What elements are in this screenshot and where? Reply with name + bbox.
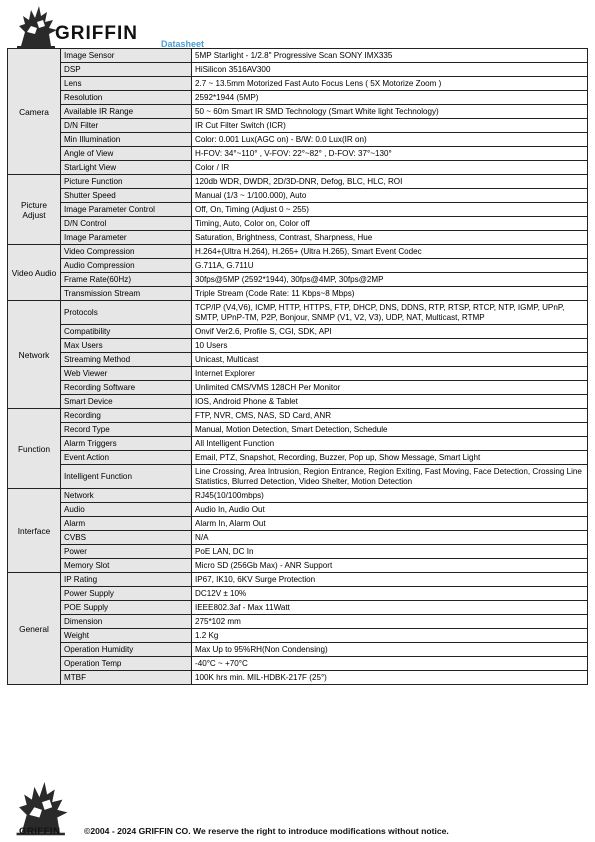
spec-row xyxy=(8,489,588,503)
spec-row xyxy=(8,573,588,587)
spec-row xyxy=(8,423,588,437)
category-label: Video Audio xyxy=(8,245,61,301)
spec-row xyxy=(8,587,588,601)
spec-label: POE Supply xyxy=(61,601,192,615)
spec-row xyxy=(8,395,588,409)
spec-label: Available IR Range xyxy=(61,105,192,119)
spec-value: 5MP Starlight - 1/2.8" Progressive Scan SONY IMX335 xyxy=(192,49,588,63)
spec-label: Recording xyxy=(61,409,192,423)
spec-row xyxy=(8,657,588,671)
spec-row xyxy=(8,559,588,573)
spec-value: 120db WDR, DWDR, 2D/3D-DNR, Defog, BLC, HLC, ROI xyxy=(192,175,588,189)
spec-value: G.711A, G.711U xyxy=(192,259,588,273)
spec-label: Image Parameter Control xyxy=(61,203,192,217)
footer-brand-name: GRIFFIN xyxy=(19,826,61,837)
spec-row xyxy=(8,133,588,147)
spec-label: Recording Software xyxy=(61,381,192,395)
category-label: Picture Adjust xyxy=(8,175,61,245)
spec-row xyxy=(8,301,588,325)
spec-row xyxy=(8,161,588,175)
spec-value: DC12V ± 10% xyxy=(192,587,588,601)
spec-label: Web Viewer xyxy=(61,367,192,381)
brand-name: GRIFFIN xyxy=(55,23,138,44)
spec-label: Frame Rate(60Hz) xyxy=(61,273,192,287)
category-label: General xyxy=(8,573,61,685)
category-label: Interface xyxy=(8,489,61,573)
spec-value: H.264+(Ultra H.264), H.265+ (Ultra H.265), Smart Event Codec xyxy=(192,245,588,259)
spec-value: IP67, IK10, 6KV Surge Protection xyxy=(192,573,588,587)
spec-row xyxy=(8,465,588,489)
spec-row xyxy=(8,531,588,545)
spec-label: Alarm xyxy=(61,517,192,531)
spec-label: Weight xyxy=(61,629,192,643)
spec-row xyxy=(8,91,588,105)
category-label: Network xyxy=(8,301,61,409)
spec-value: 50 ~ 60m Smart IR SMD Technology (Smart White light Technology) xyxy=(192,105,588,119)
spec-value: IEEE802.3af - Max 11Watt xyxy=(192,601,588,615)
spec-label: Power xyxy=(61,545,192,559)
spec-row xyxy=(8,175,588,189)
spec-value: N/A xyxy=(192,531,588,545)
spec-value: 2.7 ~ 13.5mm Motorized Fast Auto Focus Lens ( 5X Motorize Zoom ) xyxy=(192,77,588,91)
spec-row xyxy=(8,189,588,203)
category-label: Function xyxy=(8,409,61,489)
spec-label: Operation Humidity xyxy=(61,643,192,657)
spec-label: Streaming Method xyxy=(61,353,192,367)
spec-value: Onvif Ver2.6, Profile S, CGI, SDK, API xyxy=(192,325,588,339)
spec-value: PoE LAN, DC In xyxy=(192,545,588,559)
spec-row xyxy=(8,643,588,657)
spec-value: Max Up to 95%RH(Non Condensing) xyxy=(192,643,588,657)
spec-value: 30fps@5MP (2592*1944), 30fps@4MP, 30fps@2MP xyxy=(192,273,588,287)
spec-label: StarLight View xyxy=(61,161,192,175)
spec-row xyxy=(8,615,588,629)
spec-row xyxy=(8,409,588,423)
spec-value: RJ45(10/100mbps) xyxy=(192,489,588,503)
griffin-logo-icon xyxy=(15,2,59,48)
spec-label: DSP xyxy=(61,63,192,77)
spec-value: 10 Users xyxy=(192,339,588,353)
spec-label: Audio Compression xyxy=(61,259,192,273)
spec-label: D/N Filter xyxy=(61,119,192,133)
spec-label: Picture Function xyxy=(61,175,192,189)
spec-row xyxy=(8,77,588,91)
spec-label: Dimension xyxy=(61,615,192,629)
spec-label: Smart Device xyxy=(61,395,192,409)
spec-value: Email, PTZ, Snapshot, Recording, Buzzer, Pop up, Show Message, Smart Light xyxy=(192,451,588,465)
spec-value: 275*102 mm xyxy=(192,615,588,629)
spec-row xyxy=(8,601,588,615)
spec-row xyxy=(8,287,588,301)
spec-row xyxy=(8,105,588,119)
spec-label: Image Parameter xyxy=(61,231,192,245)
spec-label: MTBF xyxy=(61,671,192,685)
spec-value: H-FOV: 34°~110° , V-FOV: 22°~82° , D-FOV: 37°~130° xyxy=(192,147,588,161)
spec-value: Manual (1/3 ~ 1/100.000), Auto xyxy=(192,189,588,203)
spec-label: Alarm Triggers xyxy=(61,437,192,451)
spec-value: Audio In, Audio Out xyxy=(192,503,588,517)
spec-row xyxy=(8,63,588,77)
spec-value: Triple Stream (Code Rate: 11 Kbps~8 Mbps) xyxy=(192,287,588,301)
spec-label: Min Illumination xyxy=(61,133,192,147)
spec-label: Max Users xyxy=(61,339,192,353)
spec-row xyxy=(8,273,588,287)
spec-row xyxy=(8,203,588,217)
spec-label: D/N Control xyxy=(61,217,192,231)
spec-label: Intelligent Function xyxy=(61,465,192,489)
spec-row xyxy=(8,381,588,395)
spec-table xyxy=(7,48,588,685)
spec-row xyxy=(8,325,588,339)
spec-row xyxy=(8,671,588,685)
spec-value: HiSilicon 3516AV300 xyxy=(192,63,588,77)
spec-label: Memory Slot xyxy=(61,559,192,573)
spec-label: Network xyxy=(61,489,192,503)
spec-value: 2592*1944 (5MP) xyxy=(192,91,588,105)
spec-label: Record Type xyxy=(61,423,192,437)
copyright-notice: ©2004 - 2024 GRIFFIN CO. We reserve the right to introduce modifications without notice. xyxy=(84,826,449,836)
spec-row xyxy=(8,49,588,63)
spec-row xyxy=(8,119,588,133)
spec-label: Transmission Stream xyxy=(61,287,192,301)
spec-label: Lens xyxy=(61,77,192,91)
spec-label: IP Rating xyxy=(61,573,192,587)
spec-row xyxy=(8,339,588,353)
spec-row xyxy=(8,353,588,367)
spec-value: IR Cut Filter Switch (ICR) xyxy=(192,119,588,133)
spec-value: 100K hrs min. MIL-HDBK-217F (25°) xyxy=(192,671,588,685)
spec-row xyxy=(8,259,588,273)
spec-value: Micro SD (256Gb Max) - ANR Support xyxy=(192,559,588,573)
spec-label: Shutter Speed xyxy=(61,189,192,203)
header-logo xyxy=(15,2,215,48)
spec-row xyxy=(8,231,588,245)
spec-row xyxy=(8,147,588,161)
spec-row xyxy=(8,451,588,465)
category-label: Camera xyxy=(8,49,61,175)
spec-label: Power Supply xyxy=(61,587,192,601)
spec-value: Unlimited CMS/VMS 128CH Per Monitor xyxy=(192,381,588,395)
spec-label: Compatibility xyxy=(61,325,192,339)
spec-label: Audio xyxy=(61,503,192,517)
spec-label: Operation Temp xyxy=(61,657,192,671)
spec-value: Unicast, Multicast xyxy=(192,353,588,367)
spec-row xyxy=(8,545,588,559)
spec-value: Timing, Auto, Color on, Color off xyxy=(192,217,588,231)
spec-value: Manual, Motion Detection, Smart Detection, Schedule xyxy=(192,423,588,437)
spec-row xyxy=(8,367,588,381)
spec-row xyxy=(8,517,588,531)
spec-value: Off, On, Timing (Adjust 0 ~ 255) xyxy=(192,203,588,217)
spec-value: -40°C ~ +70°C xyxy=(192,657,588,671)
spec-value: Alarm In, Alarm Out xyxy=(192,517,588,531)
spec-value: Color: 0.001 Lux(AGC on) - B/W: 0.0 Lux(IR on) xyxy=(192,133,588,147)
spec-label: Image Sensor xyxy=(61,49,192,63)
spec-label: Angle of View xyxy=(61,147,192,161)
spec-value: Line Crossing, Area Intrusion, Region Entrance, Region Exiting, Fast Moving, Face Detection, Crossing Line Statistics, Blurred Detection, Video Shelter, Motion Detection xyxy=(192,465,588,489)
spec-label: CVBS xyxy=(61,531,192,545)
spec-row xyxy=(8,245,588,259)
spec-label: Resolution xyxy=(61,91,192,105)
spec-row xyxy=(8,437,588,451)
spec-row xyxy=(8,629,588,643)
spec-value: Internet Explorer xyxy=(192,367,588,381)
spec-value: Saturation, Brightness, Contrast, Sharpness, Hue xyxy=(192,231,588,245)
spec-value: FTP, NVR, CMS, NAS, SD Card, ANR xyxy=(192,409,588,423)
spec-value: IOS, Android Phone & Tablet xyxy=(192,395,588,409)
spec-row xyxy=(8,503,588,517)
spec-value: 1.2 Kg xyxy=(192,629,588,643)
spec-label: Protocols xyxy=(61,301,192,325)
spec-value: Color / IR xyxy=(192,161,588,175)
datasheet-label: Datasheet xyxy=(161,39,205,49)
spec-value: TCP/IP (V4,V6), ICMP, HTTP, HTTPS, FTP, DHCP, DNS, DDNS, RTP, RTSP, RTCP, NTP, IGMP, UPnP, SMTP, UPnP-TM, P2P, Bonjour, SNMP (V1, V2, V3), UDP, NAT, Multicast, RTMP xyxy=(192,301,588,325)
spec-label: Video Compression xyxy=(61,245,192,259)
spec-label: Event Action xyxy=(61,451,192,465)
spec-row xyxy=(8,217,588,231)
spec-value: All Intelligent Function xyxy=(192,437,588,451)
